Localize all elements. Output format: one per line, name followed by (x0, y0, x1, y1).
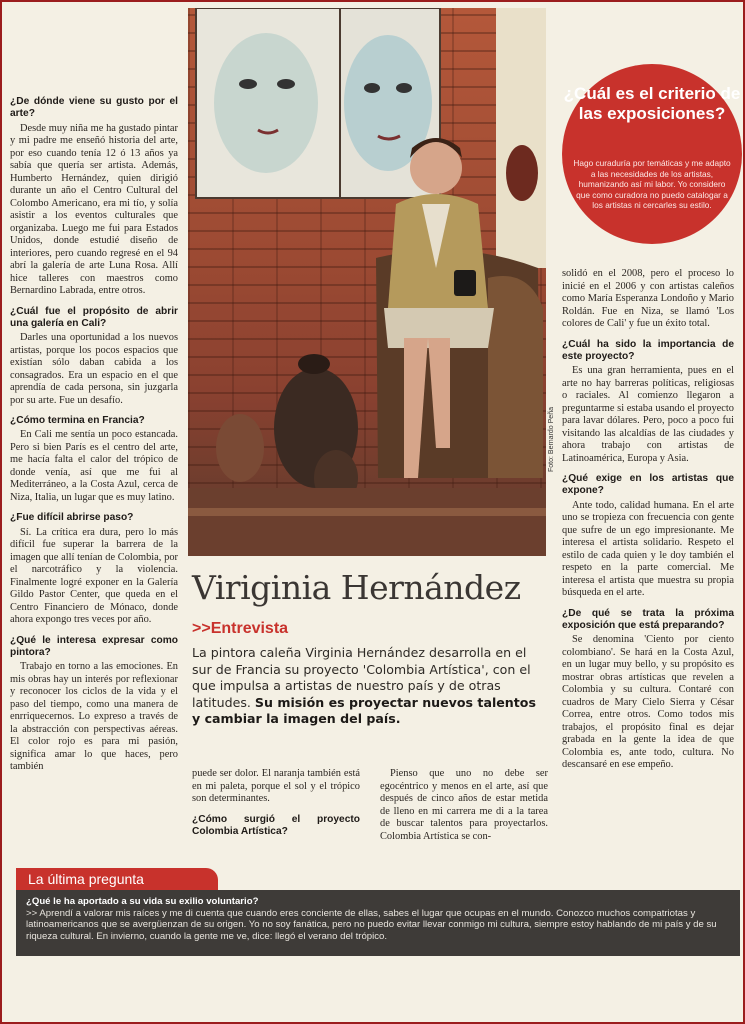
question: ¿Cuál ha sido la importancia de este proyecto? (562, 338, 734, 362)
last-question-label: La última pregunta (28, 871, 144, 887)
callout-title: ¿Cuál es el criterio de las exposiciones? (563, 84, 741, 123)
right-column (562, 268, 734, 772)
question: ¿Cuál fue el propósito de abrir una galería en Cali? (10, 305, 178, 329)
lede-bold: Su misión es proyectar nuevos talentos y cambiar la imagen del país. (192, 694, 536, 726)
left-column (10, 96, 178, 774)
section-kicker: >>Entrevista (192, 620, 289, 637)
answer: Trabajo en torno a las emociones. En mis obras hay un interés por reflexionar y reconocer los ciclos de la vida y el paso del tiempo, como una manera de enrriquecernos. Lo expreso a través de la abstracción con perspectivas aéreas. El color rojo es para mi pasión, significa amar lo que haces, pero también (10, 661, 178, 773)
last-question: ¿Qué le ha aportado a su vida su exilio voluntario? (26, 896, 259, 907)
question: ¿Cómo termina en Francia? (10, 415, 145, 427)
middle-column-2 (380, 768, 548, 843)
question: ¿Qué le interesa expresar como pintora? (10, 634, 178, 659)
answer: Se denomina 'Ciento por ciento colombiano'. Se hará en la Costa Azul, en un lugar muy bello, y su propósito es mostrar obras artísticas que revelen a Colombia y su cultura. Contaré con cuadros de Mary Cielo Sierra y César Correa, entre otros. Como todos mis trabajos, el propósito final es dejar grabada en la gente la idea de que Colombia es, ante todo, cultura. No descansaré en ese empeño. (562, 634, 734, 771)
answer: Sí. La crítica era dura, pero lo más difícil fue superar la barrera de la imagen que allí tenían de Colombia, por el narcotráfico y la violencia. Finalmente logré exponer en la Galería Gildo Pastor Center, que queda en el Centro Financiero de Mónaco, donde ahora expongo tres veces por año. (10, 526, 178, 626)
question: ¿Cómo surgió el proyecto Colombia Artística? (192, 813, 360, 837)
photo-credit: Foto: Bernardo Peña (548, 407, 555, 472)
answer: Pienso que uno no debe ser egocéntrico y menos en el arte, así que después de cinco años de estar metida de lleno en mi carrera me di a la tarea de buscar talentos para proyectarlos. Colombia Artística se con- (380, 768, 548, 842)
callout-circle (562, 64, 742, 244)
article-headline: Viriginia Hernández (192, 568, 521, 607)
last-question-box (16, 890, 740, 956)
middle-column-1 (192, 768, 360, 840)
answer: solidó en el 2008, pero el proceso lo inicié en el 2006 y con artistas caleños como María Esperanza Londoño y Mario Roldán. Fue en Niza, se llamó 'Los colores de Cali' y fue un éxito total. (562, 268, 734, 329)
answer: Ante todo, calidad humana. En el arte uno se tropieza con frecuencia con gente que sufre de un ego impresionante. Me interesa el artista solidario. Respeto el estilo de cada quien y le doy también el respeto en la parte comercial. Me interesa el artista que muestra su propia búsqueda en el arte. (562, 499, 734, 599)
article-lede (192, 645, 548, 728)
portrait-photo (188, 8, 546, 556)
question: ¿De dónde viene su gusto por el arte? (10, 96, 178, 120)
answer: Desde muy niña me ha gustado pintar y mi padre me enseñó historia del arte, por eso cuando tenía 12 ó 13 años ya sabía que quería ser artista. Además, Humberto Hernández, quien dirigió durante un año el Centro Cultural del Colombo Americano, era mi tío, y solía asistir a los eventos culturales que organizaba. Luego me fui para Estados Unidos, donde estudié diseño de interiores, pero cuando regresé en el 94 abrí la galería de arte Luna Rosa. Allí hice talleres con maestros como Bernardino Labrada, entre otros. (10, 122, 178, 297)
answer: En Cali me sentía un poco estancada. Pero si bien París es el centro del arte, me hacía falta el calor del trópico de donde venía, así que me fui al Mediterráneo, a la Costa Azul, cerca de Niza, Italia, un lugar que es muy latino. (10, 429, 178, 503)
answer: puede ser dolor. El naranja también está en mi paleta, porque el sol y el trópico son determinantes. (192, 768, 360, 804)
question: ¿Qué exige en los artistas que expone? (562, 473, 734, 497)
answer: Es una gran herramienta, pues en el arte no hay barreras políticas, religiosas o raciales. Al comienzo llegaron a preguntarme si estaba usando el proyecto para lavar dólares. Pero, poco a poco fui visitando las alcaldías de las ciudades y ahora trabajo con artistas de Latinoamérica, Europa y Asia. (562, 365, 734, 464)
last-answer: >> Aprendí a valorar mis raíces y me di cuenta que cuando eres conciente de ellas, sabes el lugar que ocupas en el mundo. Conozco muchos compatriotas y latinoamericanos que se avergüenzan de su origen. Yo no soy fanática, pero no puedo evitar llevar conmigo mi cultura, siempre estoy hablando de mi país y de su riqueza cultural. En invierno, cuando la gente me ve, dice: llegó el verano del trópico. (26, 907, 717, 942)
lede-text: La pintora caleña Virginia Hernández desarrolla en el sur de Francia su proyecto 'Colombia Artística', con el que impulsa a artistas de nuestro país y de otras latitudes. (192, 645, 531, 710)
callout-text: Hago curaduría por temáticas y me adapto a las necesidades de los artistas, humanizando así mi labor. Yo considero que como curadora no puedo catalogar a los artistas ni cercarles su estilo. (573, 158, 731, 210)
question: ¿De qué se trata la próxima exposición que está preparando? (562, 607, 734, 631)
question: ¿Fue difícil abrirse paso? (10, 512, 134, 524)
last-question-tab (16, 868, 218, 892)
answer: Darles una oportunidad a los nuevos artistas, porque los pocos espacios que existían sólo daban cabida a los consagrados. Era un espacio en el que aprendía de cada persona, sin juzgarla por su arte. Fue un desafío. (10, 332, 178, 406)
photo-illustration (188, 8, 546, 556)
